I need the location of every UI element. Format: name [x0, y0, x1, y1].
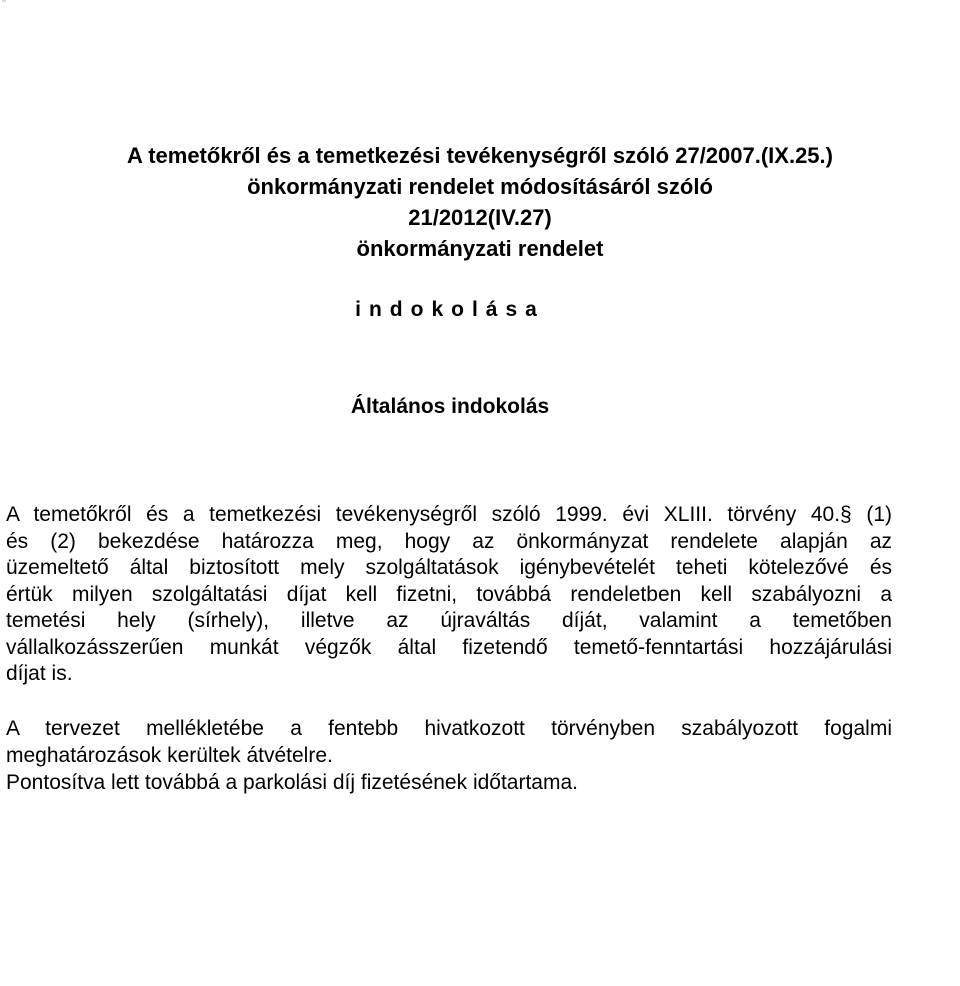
paragraph-line: és (2) bekezdése határozza meg, hogy az önkormányzat rendelete alapján az: [6, 529, 892, 553]
scan-mark: [2, 0, 6, 2]
paragraph-line: díjat is.: [6, 662, 73, 685]
paragraph-line: Pontosítva lett továbbá a parkolási díj fizetésének időtartama.: [6, 771, 578, 794]
title-line-4: önkormányzati rendelet: [356, 236, 604, 261]
paragraph-line: A tervezet mellékletébe a fentebb hivatkozott törvényben szabályozott fogalmi: [6, 717, 892, 740]
paragraph-line: üzemeltető által biztosított mely szolgáltatások igénybevételét teheti kötelezővé és: [6, 556, 892, 579]
paragraph-line: értük milyen szolgáltatási díjat kell fizetni, továbbá rendeletben kell szabályozni a: [6, 582, 892, 606]
document-title: [0, 140, 960, 264]
title-line-1: A temetőkről és a temetkezési tevékenységről szóló 27/2007.(IX.25.): [127, 143, 833, 168]
title-line-2: önkormányzati rendelet módosításáról szóló: [247, 174, 713, 199]
spaced-heading: indokolása: [355, 298, 545, 321]
paragraph-3: [6, 770, 892, 797]
paragraph-line: meghatározások kerültek átvételre.: [6, 743, 333, 767]
section-heading: Általános indokolás: [350, 395, 550, 418]
paragraph-line: vállalkozásszerűen munkát végzők által fizetendő temető-fenntartási hozzájárulási: [6, 635, 892, 659]
paragraph-line: temetési hely (sírhely), illetve az újraváltás díját, valamint a temetőben: [6, 609, 892, 632]
title-line-3: 21/2012(IV.27): [408, 205, 552, 230]
paragraph-1: [6, 502, 892, 688]
paragraph-2: [6, 716, 892, 769]
paragraph-line: A temetőkről és a temetkezési tevékenységről szóló 1999. évi XLIII. törvény 40.§ (1): [6, 503, 892, 526]
